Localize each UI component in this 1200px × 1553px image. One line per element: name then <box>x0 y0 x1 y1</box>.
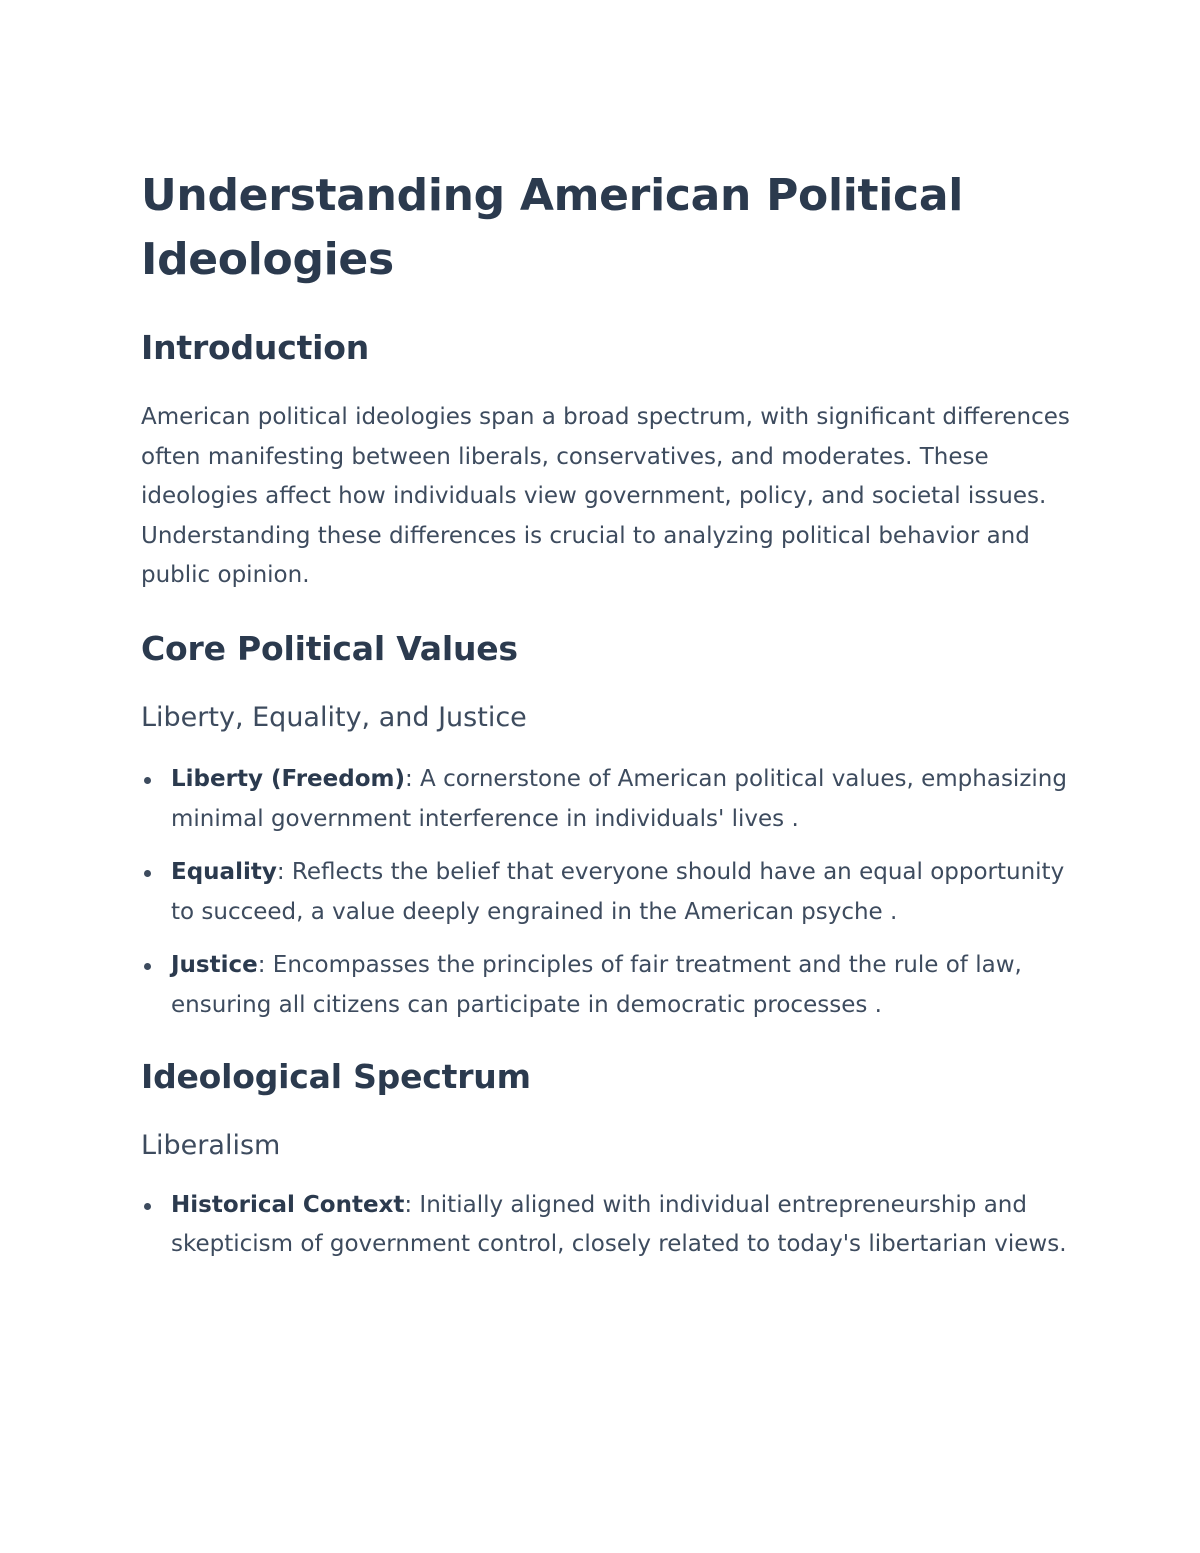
list-item-text: : A cornerstone of American political values, emphasizing minimal government interference in individuals' lives . <box>171 765 1067 832</box>
list-item <box>141 1186 1070 1265</box>
list-item-term: Equality <box>171 859 277 886</box>
list-item <box>141 946 1070 1025</box>
section-heading-introduction: Introduction <box>141 328 370 367</box>
section-heading-ideological-spectrum: Ideological Spectrum <box>141 1056 531 1096</box>
list-item <box>141 760 1070 839</box>
list-item-term: Justice <box>171 952 258 979</box>
section-heading-core-values: Core Political Values <box>141 628 518 668</box>
core-values-list <box>141 760 1070 1026</box>
list-item-text: : Encompasses the principles of fair treatment and the rule of law, ensuring all citizens can participate in democratic processes . <box>171 952 1022 1018</box>
introduction-paragraph: American political ideologies span a broad spectrum, with significant differences often manifesting between liberals, conservatives, and moderates. These ideologies affect how individuals view government, policy, and societal issues. Understanding these differences is crucial to analyzing political behavior and public opinion. <box>141 404 1070 589</box>
list-item-text: : Initially aligned with individual entrepreneurship and skepticism of government control, closely related to today's libertarian views. <box>171 1191 1067 1258</box>
liberalism-list <box>141 1186 1070 1265</box>
list-item <box>141 853 1070 932</box>
list-item-term: Liberty (Freedom) <box>171 765 405 792</box>
document-title: Understanding American Political Ideologies <box>141 170 963 285</box>
list-item-text: : Reflects the belief that everyone should have an equal opportunity to succeed, a value deeply engrained in the American psyche . <box>171 859 1065 925</box>
subheading-liberalism: Liberalism <box>141 1129 281 1161</box>
list-item-term: Historical Context <box>171 1191 405 1218</box>
subheading-liberty-equality-justice: Liberty, Equality, and Justice <box>141 701 527 733</box>
